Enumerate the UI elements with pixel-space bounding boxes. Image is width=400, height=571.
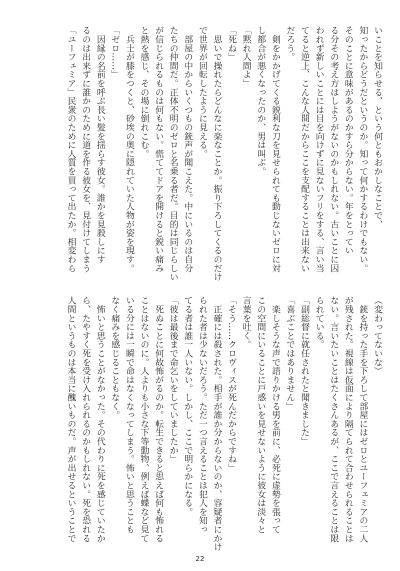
upper-text-block [63,26,384,282]
lower-text-line: られている。 [313,296,324,349]
lower-text-line: 「そう……クロヴィスが死んだからですね」 [226,296,237,472]
lower-text-line: 「彼は最後まで命乞いをしていましたか」 [167,296,178,464]
upper-text-line: 「ゼロ……」 [109,26,120,79]
upper-text-line: われず新しいことには目を向けずに見ないフリをする、言い当 [313,26,324,273]
upper-text-line: で世界が回転したように見える。 [196,26,207,158]
upper-text-line: が信じられるものは何もない。慌ててドアを開けると鋭い痛み [153,26,164,273]
lower-text-line: ことはないのに。人よりも小さな下等動物、例えば蝶など見て [138,296,149,543]
lower-text-line: なく痛みを感じることもなく。 [109,296,120,420]
upper-text-line: 剣をかかげてくる鋭利な刀を見せられても動じないゼロに対 [269,26,280,273]
lower-text-line: 楽しそうな声で語りかける男を前に、必死に虚勢を張って [269,296,280,534]
upper-text-line: 兵士が膝をつくと、砂埃の奥に隠れていた人物が姿を現す。 [123,26,134,273]
upper-text-line: と熱を感じ、その場に倒れこむ。 [138,26,149,158]
lower-text-line: 正確には殺された。相手が誰か分からないのか、容疑者にかけ [211,296,222,552]
upper-text-line: だろう。 [284,26,295,62]
lower-text-line: 人間というものは本当に醜いものだ。声が出せるということで [65,296,76,543]
lower-text-block [63,296,384,552]
upper-text-line: 「黙れ人間よ」 [240,26,251,88]
upper-text-line: たちの仲間だ。正体不明のゼロと名乗る者だ。目的は同じらしい [167,26,178,282]
lower-text-line: 怖いと思うことがなかった。その代わりに死を感じていたか [94,296,105,543]
lower-text-line: が残された。視線は仮面により隔てられて合わせられることは [342,296,353,543]
upper-text-line: る分その考え方はしようがないのかもしれない。古いことに囚 [328,26,339,273]
upper-text-line: 「ユーフェミア」民衆のために人質を買って出たか。相変わら [65,26,76,273]
lower-text-line: この空間にいることに戸惑いを見せないように彼女は淡々と [255,296,266,534]
lower-text-line: ら、たやすく死を受け入れられるのかもしれない。死を恐れる [80,296,91,543]
lower-text-line: 銃を持った手を下ろして部屋にはゼロとユーフェミアの二人 [357,296,368,543]
upper-text-line: 因縁の名前を呼ぶ長い髪を揺らす彼女。誰かを見殺しにす [94,26,105,264]
upper-text-line: そのことに意味があるのかすら分からない。年をとってい [342,26,353,255]
upper-text-line: てると逆上、こんな人間だからここを支配することは出来ない [299,26,310,273]
upper-text-line: いことを知らせる、という何ともおかしなことで、 [372,26,382,229]
lower-text-line: いる分には一瞬で命はなくなってしまう。怖いと思うことも [123,296,134,534]
upper-text-line: 「死ね」 [226,26,237,62]
lower-text-line: 言葉を吐く。 [240,296,251,349]
lower-text-line: 死ぬことに何故怖がるのか。転生できると思えば何も怖れる [153,296,164,543]
upper-text-line: し都合が悪くなったのか、男は叫ぶ。 [255,26,266,176]
lower-text-line: 「副総督に就任されたと聞きました」 [299,296,310,446]
upper-text-line: 部屋の中からいくつもの銃声が聞こえた。中にいるのは自分 [182,26,193,273]
lower-text-line: （変わってないな） [372,296,382,376]
lower-text-line: 「喜ぶことではありません」 [284,296,295,411]
upper-text-line: るのは出来ずに誰かのために道を作る彼女を、見付けてしまう [80,26,91,273]
upper-text-line: 知ったからどうだというのか。知って何かするわけでもない。 [357,26,368,273]
upper-text-line: 思いで操れたらどんなに楽なことか。振り下ろしてくるのだけ [211,26,222,282]
lower-text-line: られた者は少ないだろう。ただ一つ言えることは犯人を知っ [196,296,207,534]
lower-text-line: てる者は誰一人いない。しかし、ここで明らかになる。 [182,296,193,516]
page-number: 22 [195,555,205,563]
lower-text-line: ない。言いたいことはたくさんあるが、ここで言えることは限 [328,296,339,543]
